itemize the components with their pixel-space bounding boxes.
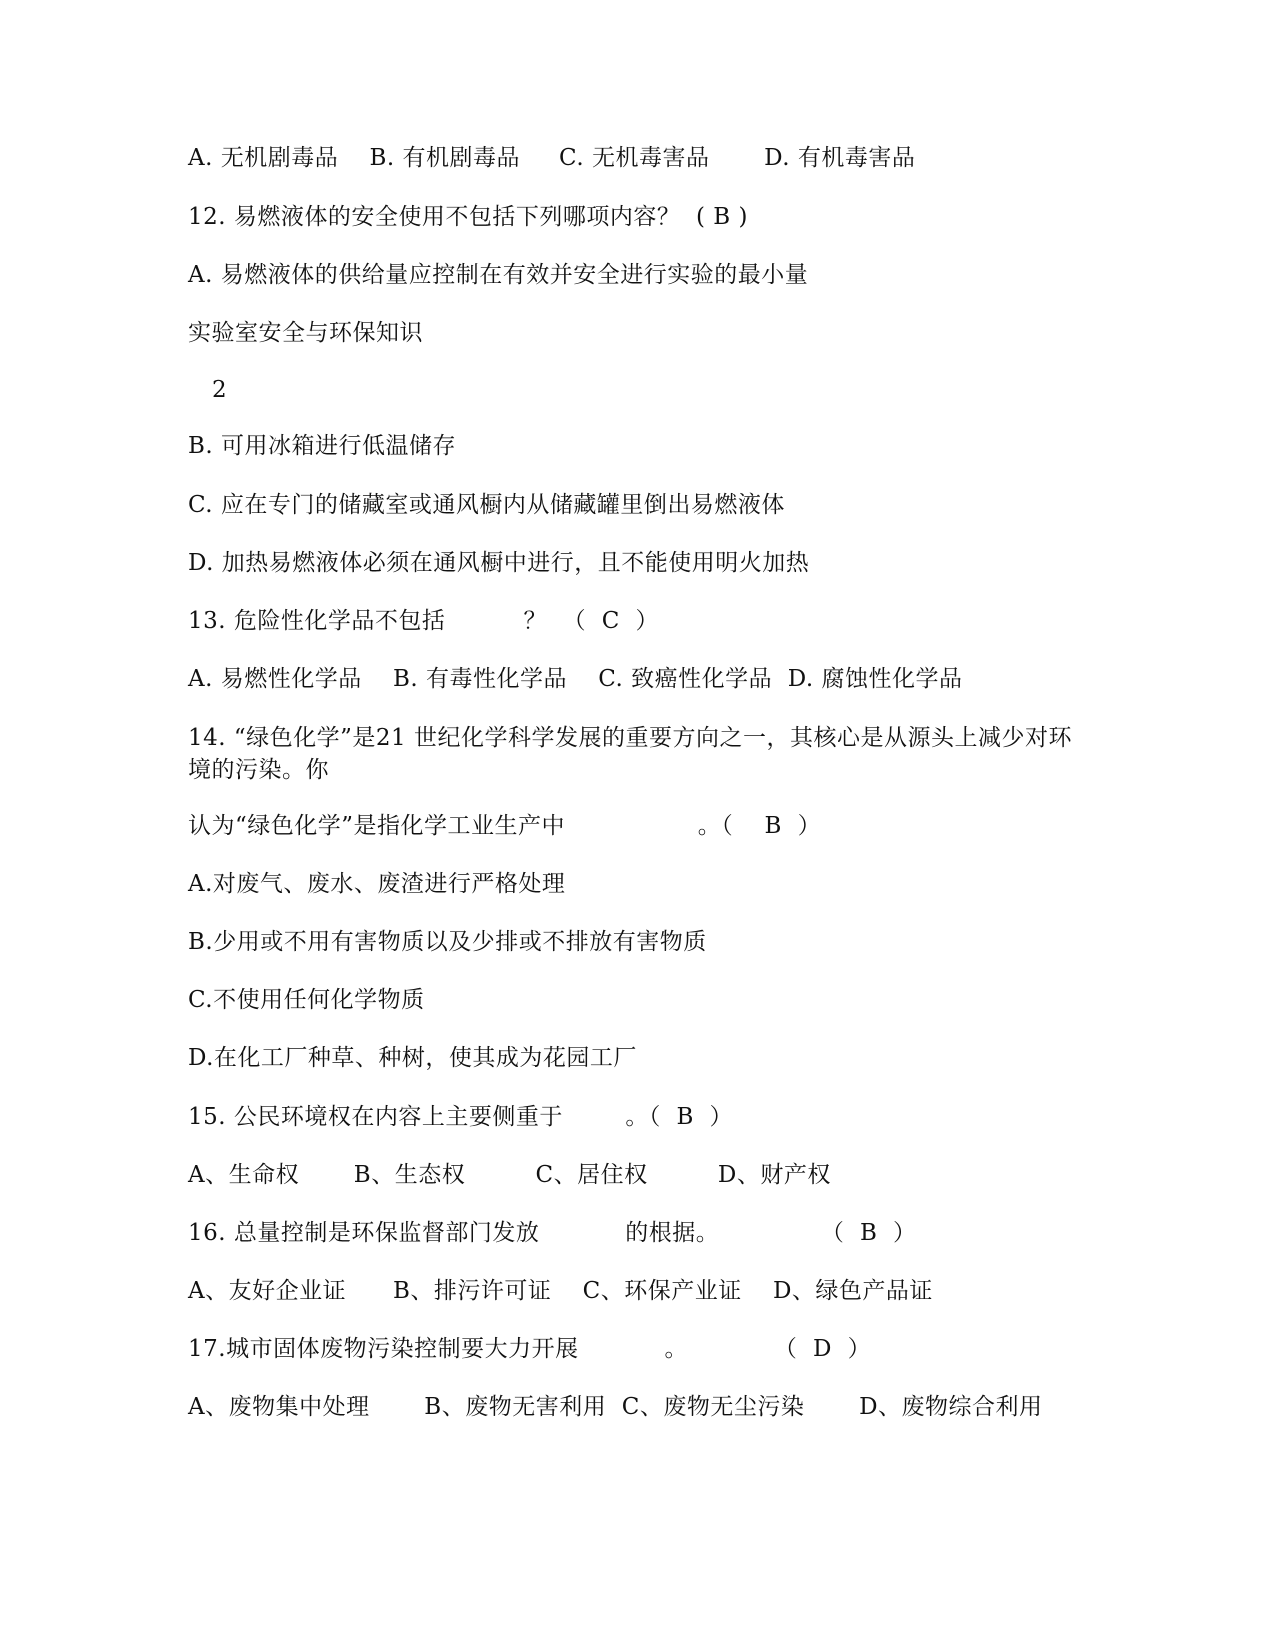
q14-option-a: A.对废气、废水、废渣进行严格处理 [188,871,566,897]
q11-options: A. 无机剧毒品 B. 有机剧毒品 C. 无机毒害品 D. 有机毒害品 [188,145,916,171]
q14-option-d: D.在化工厂种草、种树，使其成为花园工厂 [188,1045,637,1071]
q12-option-c: C. 应在专门的储藏室或通风橱内从储藏罐里倒出易燃液体 [188,492,785,518]
q17-options: A、废物集中处理 B、废物无害利用 C、废物无尘污染 D、废物综合利用 [188,1394,1043,1420]
q14-question-cont: 认为“绿色化学”是指化学工业生产中 。（ B ） [188,813,822,839]
page-number: 2 [212,377,228,403]
q15-question: 15. 公民环境权在内容上主要侧重于 。（ B ） [188,1104,734,1130]
q16-question: 16. 总量控制是环保监督部门发放 的根据。 （ B ） [188,1220,917,1246]
q14-option-b: B.少用或不用有害物质以及少排或不排放有害物质 [188,929,707,955]
q15-options: A、生命权 B、生态权 C、居住权 D、财产权 [188,1162,831,1188]
q14-question: 14. “绿色化学”是21 世纪化学科学发展的重要方向之一，其核心是从源头上减少对环境的污染。你 [188,725,1072,783]
q17-question: 17.城市固体废物污染控制要大力开展 。 （ D ） [188,1336,872,1362]
q12-option-d: D. 加热易燃液体必须在通风橱中进行，且不能使用明火加热 [188,550,810,576]
q12-option-a: A. 易燃液体的供给量应控制在有效并安全进行实验的最小量 [188,262,809,288]
q13-question: 13. 危险性化学品不包括 ？ （ C ） [188,608,659,634]
q13-options: A. 易燃性化学品 B. 有毒性化学品 C. 致癌性化学品 D. 腐蚀性化学品 [188,666,963,692]
q14-option-c: C.不使用任何化学物质 [188,987,425,1013]
q12-option-b: B. 可用冰箱进行低温储存 [188,433,457,459]
q16-options: A、友好企业证 B、排污许可证 C、环保产业证 D、绿色产品证 [188,1278,933,1304]
q12-question: 12. 易燃液体的安全使用不包括下列哪项内容？ ( B ) [188,204,748,230]
page-header-title: 实验室安全与环保知识 [188,320,423,346]
